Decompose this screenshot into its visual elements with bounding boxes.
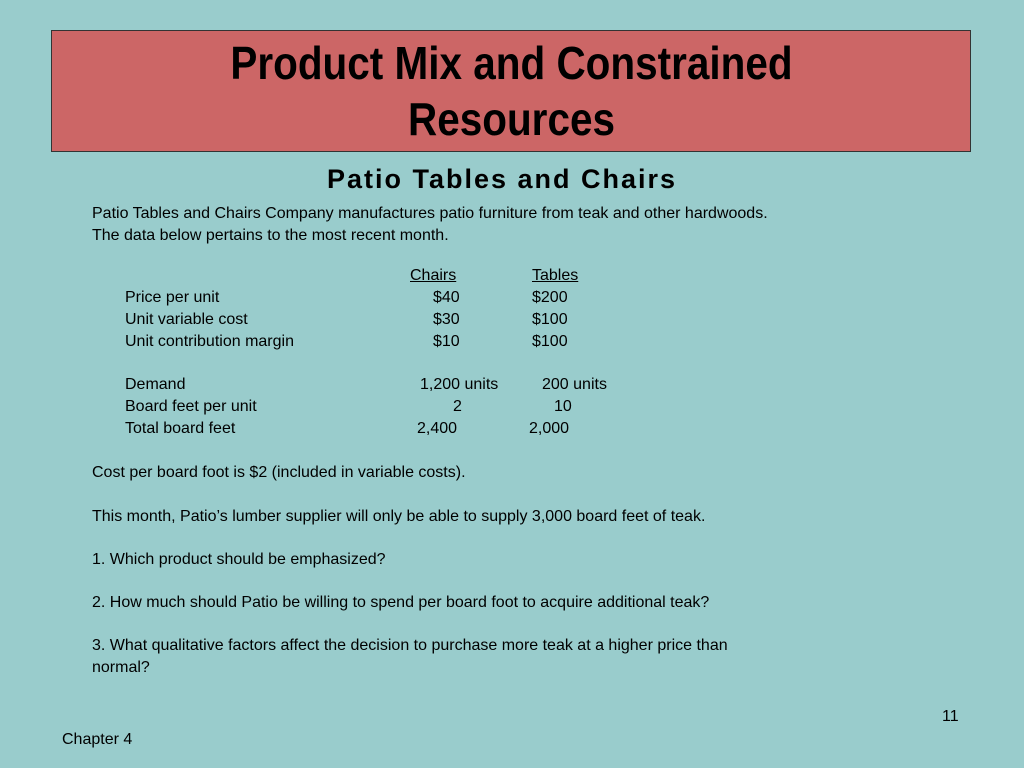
intro-line-2: The data below pertains to the most recent month. [92,226,449,244]
row-label-board-feet: Board feet per unit [125,398,257,415]
row-total-board-feet-chairs: 2,400 [417,420,458,437]
row-variable-cost-tables: $100 [532,311,568,328]
question-2: 2. How much should Patio be willing to spend per board foot to acquire additional teak? [92,594,710,611]
row-board-feet-tables: 10 [554,398,572,415]
row-total-board-feet-tables: 2,000 [529,420,570,437]
question-1: 1. Which product should be emphasized? [92,551,386,568]
header-tables: Tables [532,267,579,284]
row-contribution-chairs: $10 [433,333,460,350]
question-3-line-1: 3. What qualitative factors affect the decision to purchase more teak at a higher price than [92,637,728,654]
slide-subtitle: Patio Tables and Chairs [326,164,678,194]
intro-line-1: Patio Tables and Chairs Company manufactures patio furniture from teak and other hardwoods. [92,205,768,222]
row-label-variable-cost: Unit variable cost [125,311,248,328]
row-label-price: Price per unit [125,289,220,306]
question-3-line-2: normal? [92,658,150,676]
row-demand-chairs: 1,200 units [420,376,499,393]
row-variable-cost-chairs: $30 [433,311,460,328]
footer-chapter: Chapter 4 [62,731,133,748]
title-line-2: Resources [407,93,615,145]
intro-paragraph [92,203,768,246]
header-chairs: Chairs [410,267,457,284]
page-number: 11 [942,708,959,725]
row-contribution-tables: $100 [532,333,568,350]
question-3 [92,635,728,678]
row-label-demand: Demand [125,376,186,393]
row-label-total-board-feet: Total board feet [125,420,236,437]
slide-title [230,35,792,147]
title-banner [51,30,971,152]
row-demand-tables: 200 units [542,376,607,393]
note-supply-limit: This month, Patio’s lumber supplier will only be able to supply 3,000 board feet of teak. [92,508,706,525]
row-label-contribution: Unit contribution margin [125,333,294,350]
row-price-chairs: $40 [433,289,460,306]
note-cost-per-board-foot: Cost per board foot is $2 (included in variable costs). [92,464,466,481]
row-board-feet-chairs: 2 [453,398,462,415]
row-price-tables: $200 [532,289,568,306]
title-line-1: Product Mix and Constrained [229,37,793,89]
